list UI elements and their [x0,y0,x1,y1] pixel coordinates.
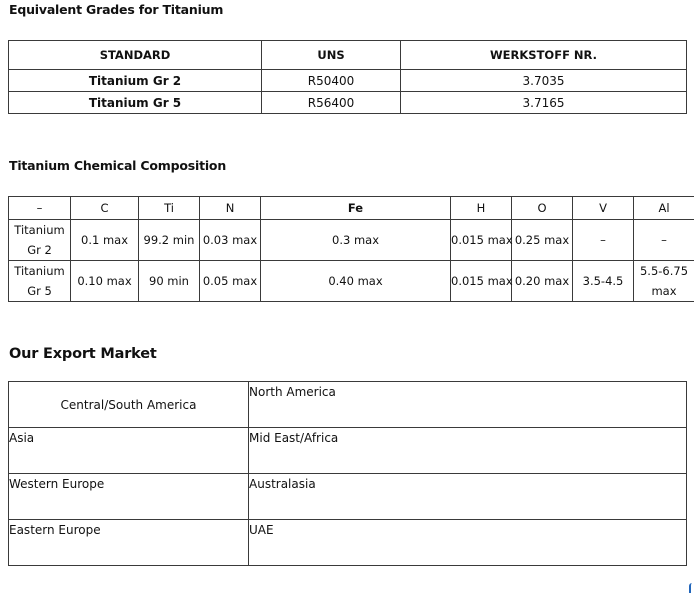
value-h: 0.015 max [451,220,512,261]
header-v: V [573,197,634,220]
value-o: 0.20 max [512,261,573,302]
table-header-row [9,41,687,70]
value-c: 0.10 max [71,261,139,302]
value-o: 0.25 max [512,220,573,261]
value-n: 0.05 max [200,261,261,302]
table-header-row [9,197,694,220]
value-ti: 99.2 min [139,220,200,261]
table-row [9,382,687,428]
table-row [9,92,687,114]
header-n: N [200,197,261,220]
market-cell: Central/South America [9,382,249,428]
market-cell: Asia [9,428,249,474]
grade-name: Titanium Gr 2 [9,70,262,92]
table-row [9,520,687,566]
table-row [9,474,687,520]
value-h: 0.015 max [451,261,512,302]
export-heading: Our Export Market [9,346,157,362]
table-row [9,261,694,302]
value-n: 0.03 max [200,220,261,261]
value-c: 0.1 max [71,220,139,261]
grade-name: Titanium Gr 5 [9,261,71,302]
grade-uns: R50400 [262,70,401,92]
grade-name: Titanium Gr 5 [9,92,262,114]
header-uns: UNS [262,41,401,70]
header-c: C [71,197,139,220]
value-al: 5.5-6.75 max [634,261,694,302]
market-cell: UAE [249,520,687,566]
header-werkstoff: WERKSTOFF NR. [401,41,687,70]
market-cell: Eastern Europe [9,520,249,566]
grade-werkstoff: 3.7165 [401,92,687,114]
export-market-table [8,381,687,566]
market-cell: Australasia [249,474,687,520]
header-dash: – [9,197,71,220]
grade-name: Titanium Gr 2 [9,220,71,261]
table-row [9,70,687,92]
value-v: 3.5-4.5 [573,261,634,302]
market-cell: Mid East/Africa [249,428,687,474]
grades-heading: Equivalent Grades for Titanium [9,2,224,17]
header-al: Al [634,197,694,220]
header-h: H [451,197,512,220]
value-fe: 0.3 max [261,220,451,261]
chemical-heading: Titanium Chemical Composition [9,158,227,173]
value-ti: 90 min [139,261,200,302]
grade-uns: R56400 [262,92,401,114]
header-o: O [512,197,573,220]
header-fe: Fe [261,197,451,220]
header-standard: STANDARD [9,41,262,70]
value-al: – [634,220,694,261]
grade-werkstoff: 3.7035 [401,70,687,92]
market-cell: Western Europe [9,474,249,520]
chemical-composition-table [8,196,694,302]
value-fe: 0.40 max [261,261,451,302]
edge-widget-fragment [689,583,694,593]
market-cell: North America [249,382,687,428]
header-ti: Ti [139,197,200,220]
table-row [9,220,694,261]
table-row [9,428,687,474]
value-v: – [573,220,634,261]
equivalent-grades-table [8,40,687,114]
